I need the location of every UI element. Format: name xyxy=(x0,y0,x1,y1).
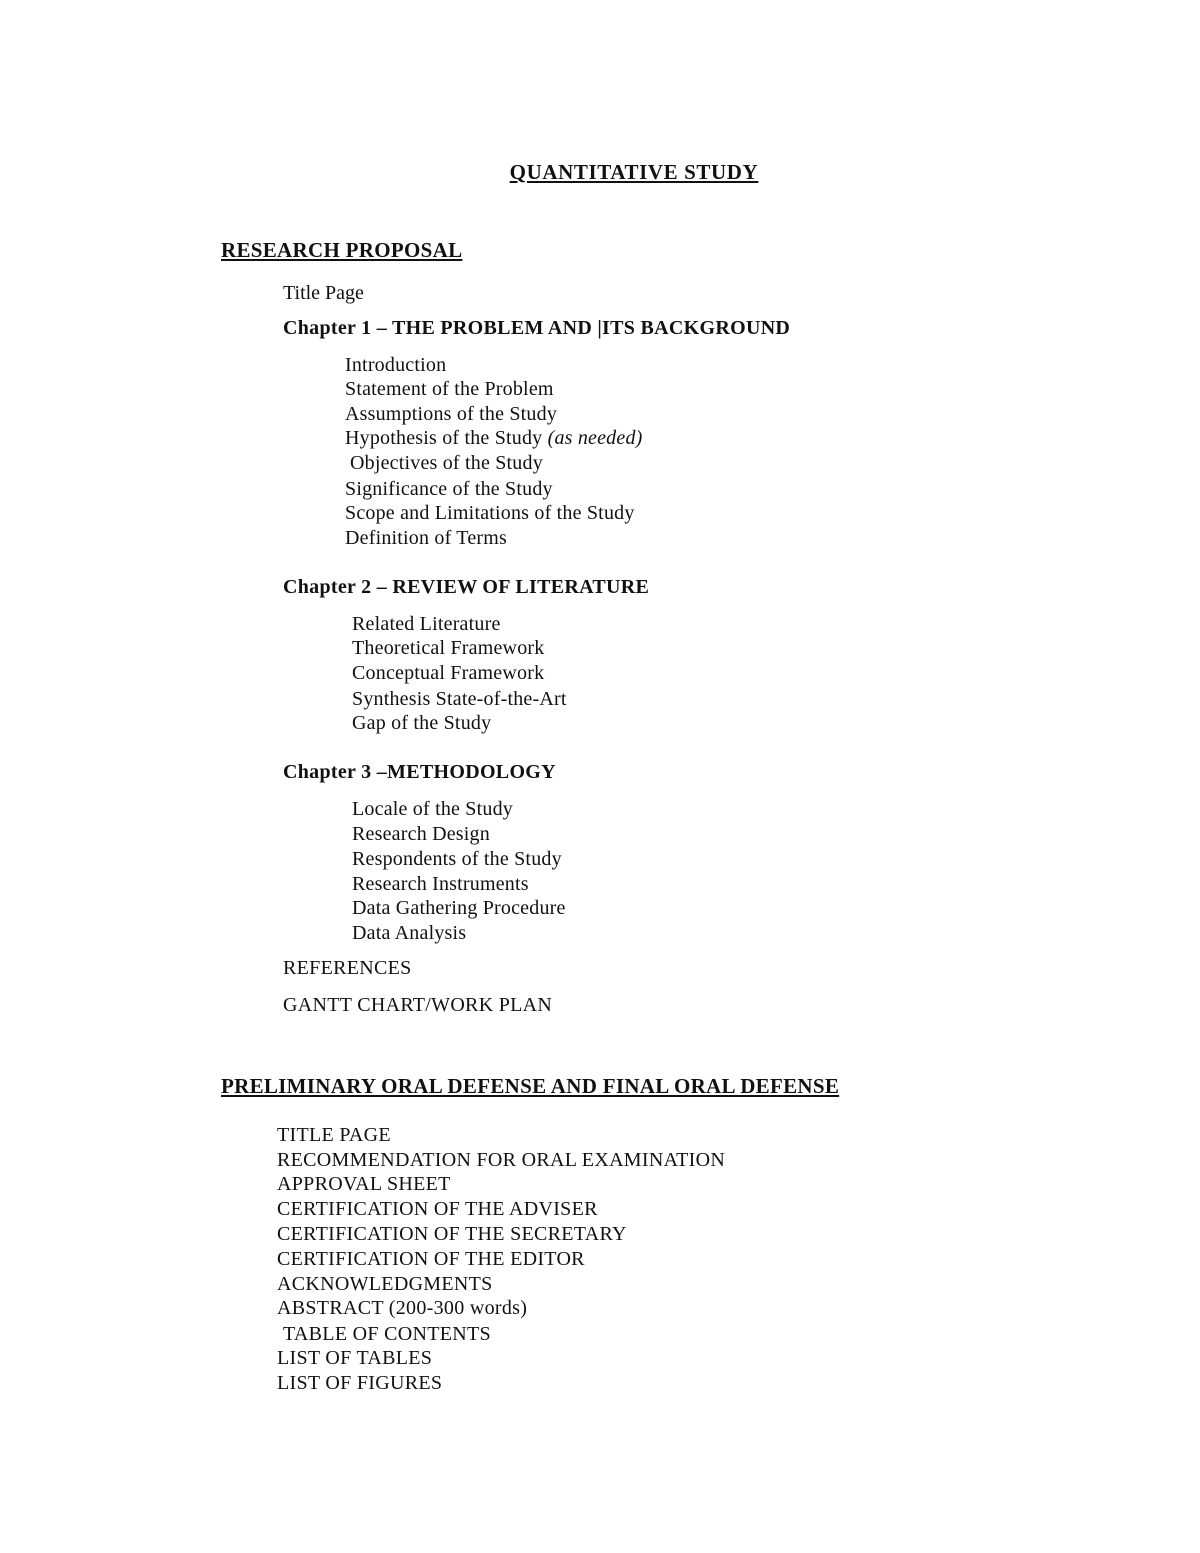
chapter1-item: Introduction xyxy=(345,354,447,376)
references-item: REFERENCES xyxy=(283,957,412,979)
chapter3-item: Research Instruments xyxy=(352,873,529,895)
chapter3-item: Research Design xyxy=(352,823,490,845)
chapter3-item: Locale of the Study xyxy=(352,798,513,820)
chapter1-item: Scope and Limitations of the Study xyxy=(345,502,635,524)
defense-item: TITLE PAGE xyxy=(277,1124,391,1146)
chapter1-item: Statement of the Problem xyxy=(345,378,554,400)
chapter1-item: Objectives of the Study xyxy=(350,452,543,474)
defense-item: ACKNOWLEDGMENTS xyxy=(277,1273,493,1295)
chapter3-item: Data Gathering Procedure xyxy=(352,897,566,919)
defense-item: RECOMMENDATION FOR ORAL EXAMINATION xyxy=(277,1149,726,1171)
chapter1-item-hypothesis xyxy=(345,428,643,448)
defense-item: TABLE OF CONTENTS xyxy=(283,1323,491,1345)
defense-heading: PRELIMINARY ORAL DEFENSE AND FINAL ORAL DEFENSE xyxy=(221,1074,840,1098)
hypothesis-note: (as needed) xyxy=(547,427,643,449)
document-title: QUANTITATIVE STUDY xyxy=(509,160,759,184)
chapter3-item: Data Analysis xyxy=(352,922,467,944)
chapter1-item: Assumptions of the Study xyxy=(345,403,558,425)
chapter3-heading: Chapter 3 –METHODOLOGY xyxy=(283,761,556,783)
defense-item: CERTIFICATION OF THE ADVISER xyxy=(277,1198,598,1220)
chapter2-item: Conceptual Framework xyxy=(352,662,545,684)
defense-item: APPROVAL SHEET xyxy=(277,1173,451,1195)
chapter2-heading: Chapter 2 – REVIEW OF LITERATURE xyxy=(283,576,650,598)
chapter1-heading: Chapter 1 – THE PROBLEM AND |ITS BACKGROUND xyxy=(283,317,791,339)
defense-item: ABSTRACT (200-300 words) xyxy=(277,1297,528,1319)
gantt-chart-item: GANTT CHART/WORK PLAN xyxy=(283,994,553,1016)
chapter3-item: Respondents of the Study xyxy=(352,848,562,870)
chapter2-item: Synthesis State-of-the-Art xyxy=(352,688,567,710)
chapter2-item: Theoretical Framework xyxy=(352,637,545,659)
title-page-item: Title Page xyxy=(283,282,364,304)
defense-item: CERTIFICATION OF THE EDITOR xyxy=(277,1248,585,1270)
research-proposal-heading: RESEARCH PROPOSAL xyxy=(221,238,463,262)
chapter2-item: Gap of the Study xyxy=(352,712,492,734)
chapter1-item-hypothesis-label: Hypothesis of the Study xyxy=(345,427,548,449)
chapter1-item: Definition of Terms xyxy=(345,527,508,549)
chapter1-item: Significance of the Study xyxy=(345,478,553,500)
defense-item: CERTIFICATION OF THE SECRETARY xyxy=(277,1223,627,1245)
defense-item: LIST OF TABLES xyxy=(277,1347,433,1369)
chapter2-item: Related Literature xyxy=(352,613,501,635)
defense-item: LIST OF FIGURES xyxy=(277,1372,443,1394)
